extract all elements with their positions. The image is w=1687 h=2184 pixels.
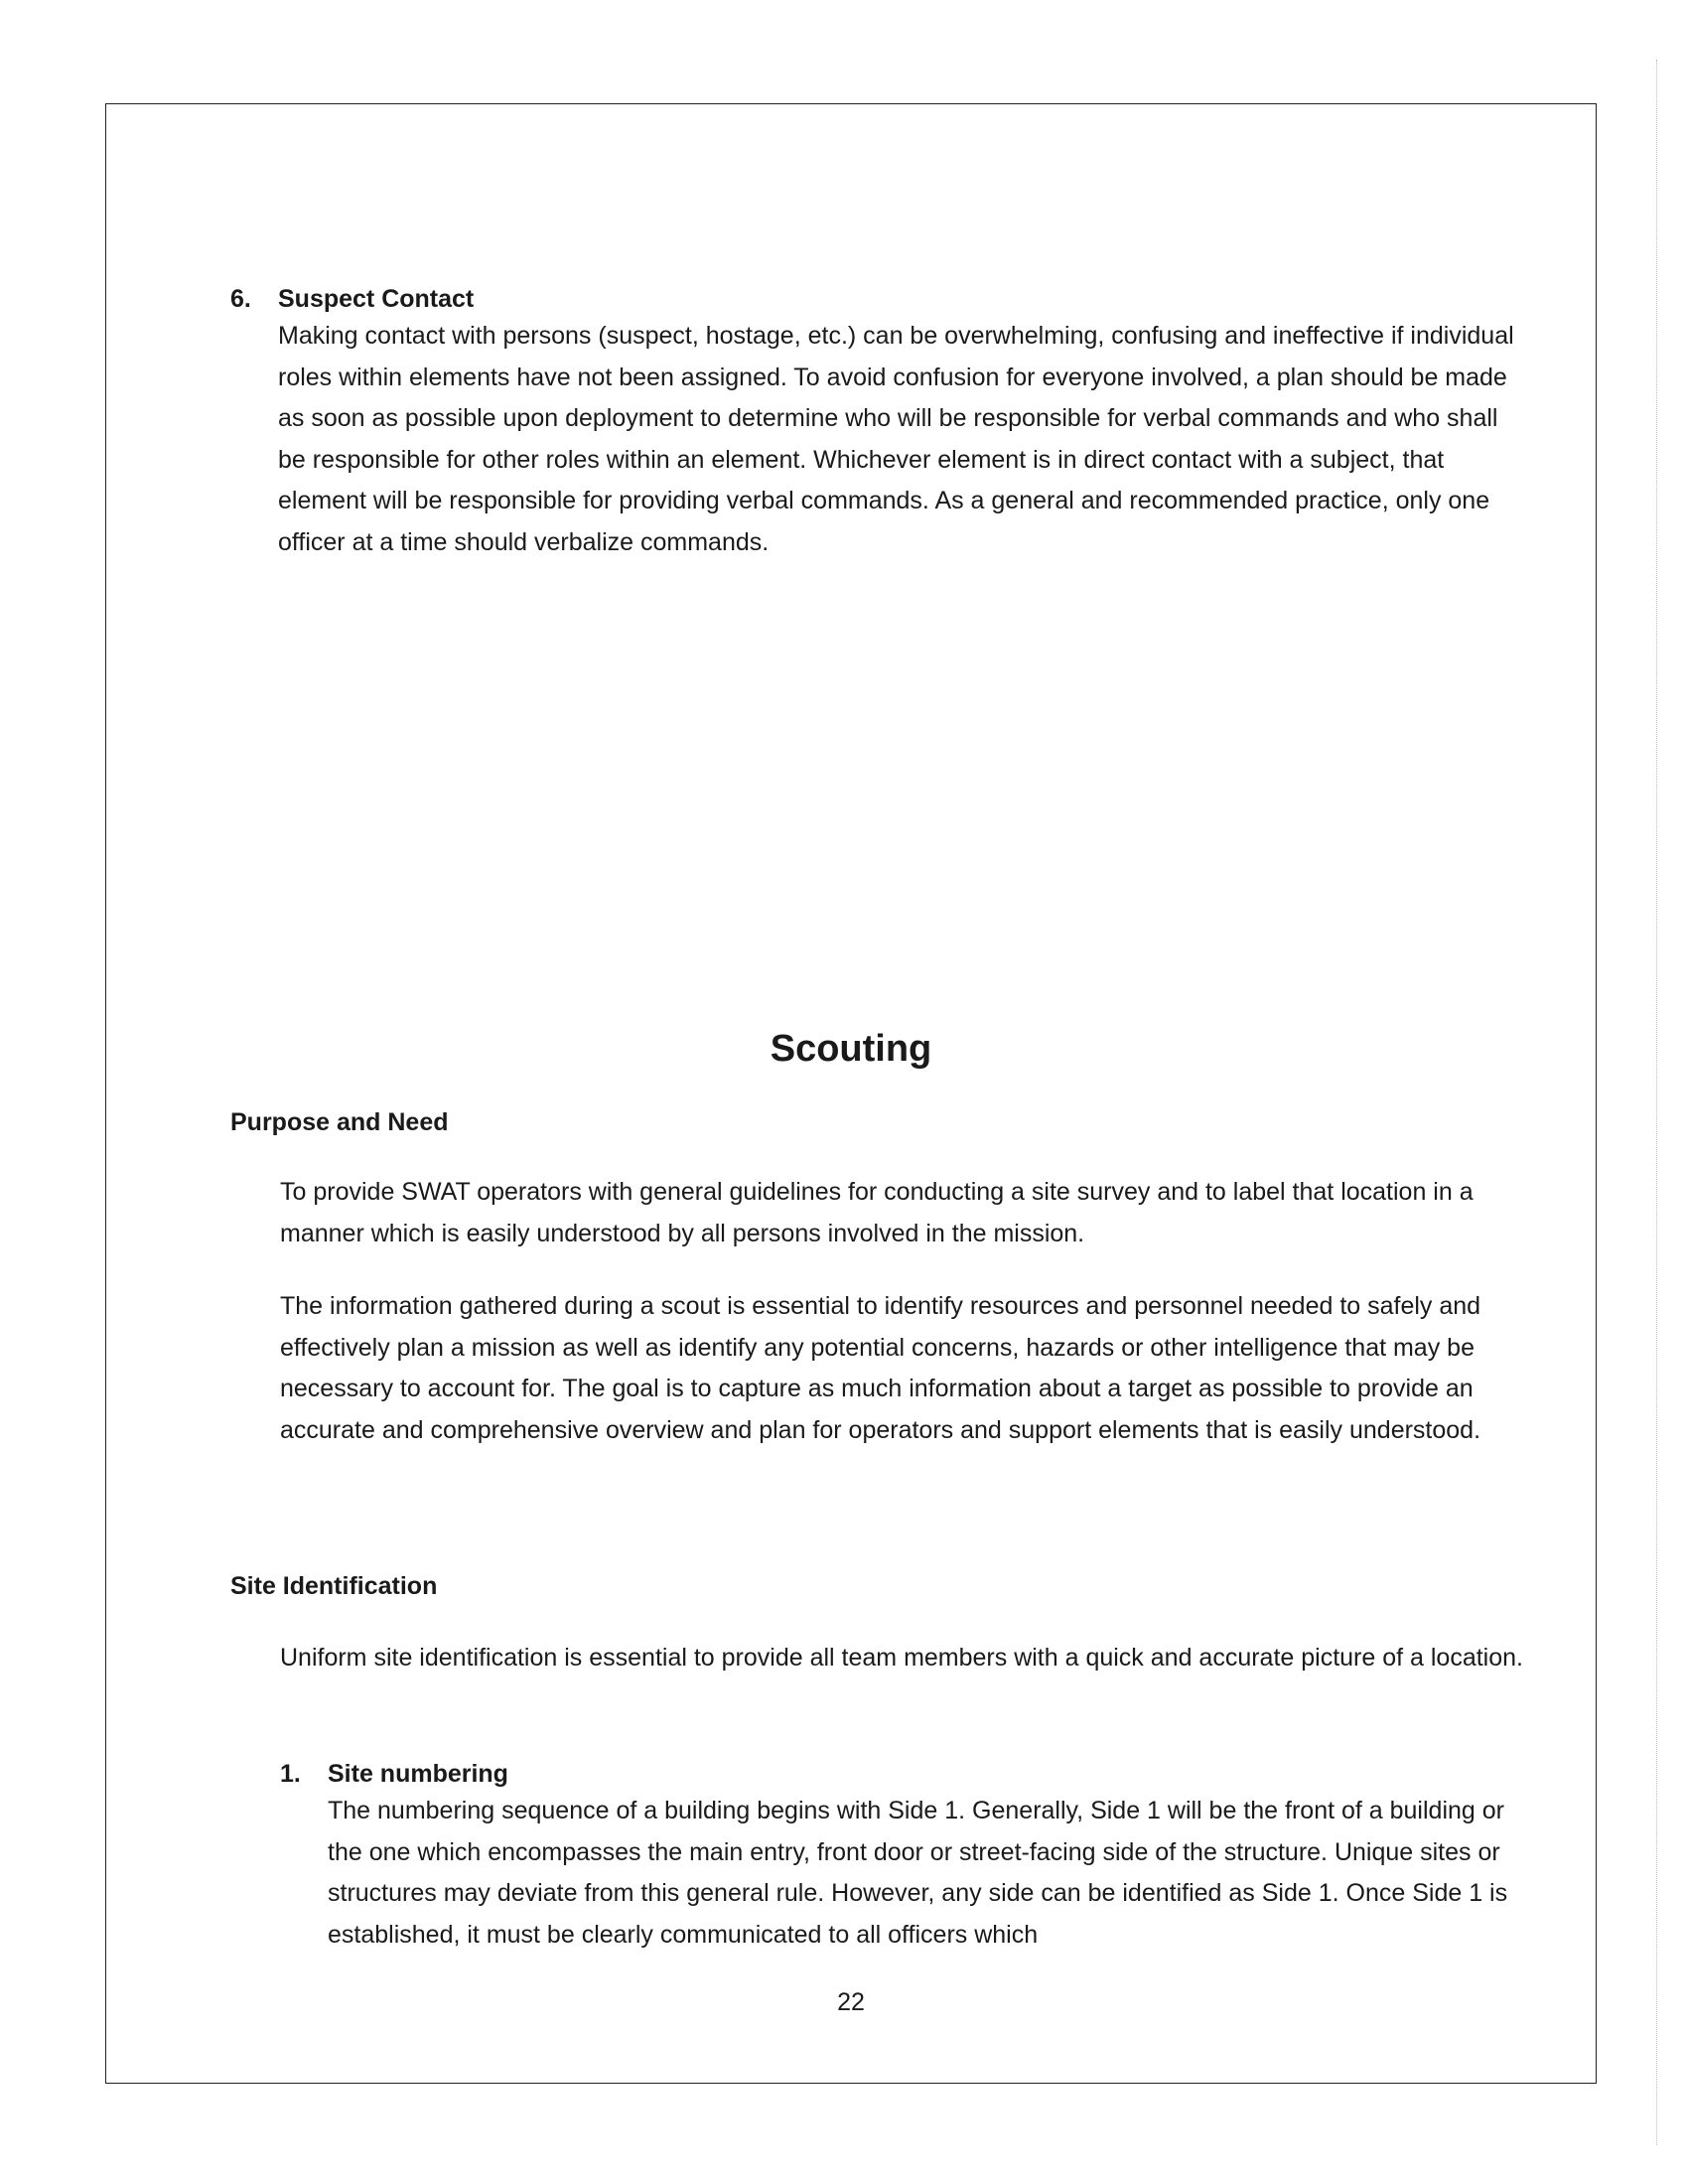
scouting-title: Scouting — [770, 1028, 932, 1070]
site-numbering-body — [328, 1791, 1544, 1956]
site-numbering-title: Site numbering — [328, 1760, 508, 1788]
purpose-paragraph-1-text: To provide SWAT operators with general guidelines for conducting a site survey and to label that location in a manner which is easily understood by all persons involved in the mission. — [280, 1178, 1474, 1247]
purpose-paragraph-2 — [280, 1286, 1533, 1451]
suspect-contact-heading — [230, 279, 474, 320]
site-identification-paragraph-text: Uniform site identification is essential to provide all team members with a quick and accurate picture of a location. — [280, 1644, 1523, 1672]
site-numbering-paragraph: The numbering sequence of a building begins with Side 1. Generally, Side 1 will be the front of a building or the one which encompasses the main entry, front door or street-facing side of the structure. Unique sites or structures may deviate from this general rule. However, any side can be identified as Side 1. Once Side 1 is established, it must be clearly communicated to all officers which — [328, 1797, 1508, 1949]
suspect-contact-body — [278, 316, 1531, 563]
suspect-contact-number: 6. — [230, 285, 251, 313]
purpose-and-need-heading: Purpose and Need — [230, 1108, 449, 1136]
suspect-contact-paragraph: Making contact with persons (suspect, hostage, etc.) can be overwhelming, confusing and ineffective if individual roles within elements have not been assigned. To avoid confusion for everyone involved, a plan should be made as soon as possible upon deployment to determine who will be responsible for verbal commands and who shall be responsible for other roles within an element. Whichever element is in direct contact with a subject, that element will be responsible for providing verbal commands. As a general and recommended practice, only one officer at a time should verbalize commands. — [278, 322, 1514, 556]
site-numbering-heading — [280, 1754, 508, 1795]
suspect-contact-title: Suspect Contact — [278, 285, 475, 313]
site-numbering-number: 1. — [280, 1760, 301, 1788]
purpose-paragraph-2-text: The information gathered during a scout is essential to identify resources and personnel needed to safely and effectively plan a mission as well as identify any potential concerns, hazards or other intelligence that may be necessary to account for. The goal is to capture as much information about a target as possible to provide an accurate and comprehensive overview and plan for operators and support elements that is easily understood. — [280, 1292, 1481, 1444]
site-identification-heading: Site Identification — [230, 1572, 438, 1600]
site-identification-paragraph — [280, 1638, 1523, 1679]
purpose-paragraph-1 — [280, 1172, 1521, 1254]
page-number: 22 — [837, 1988, 865, 2016]
scan-edge-line — [1656, 60, 1657, 2145]
